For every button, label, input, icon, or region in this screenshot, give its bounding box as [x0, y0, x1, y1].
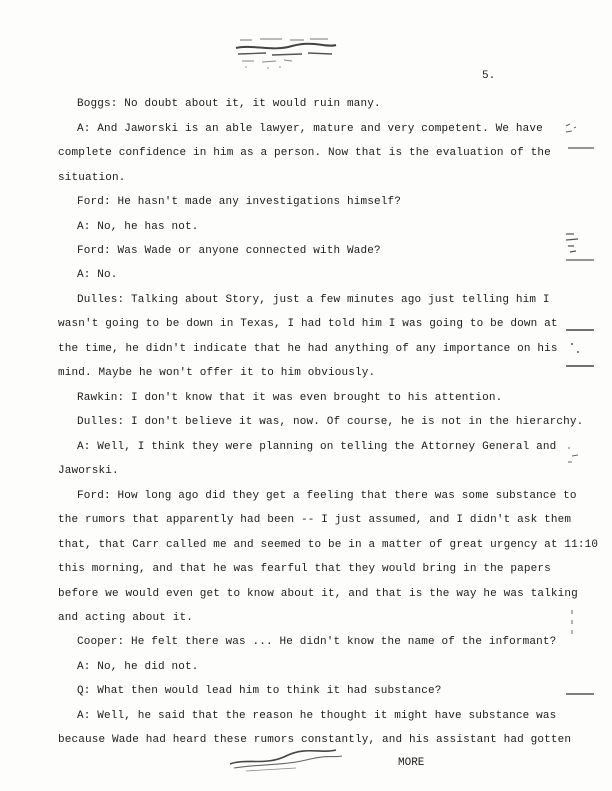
transcript-line: mind. Maybe he won't offer it to him obviously.: [58, 367, 376, 379]
transcript-line: Jaworski.: [58, 465, 119, 477]
transcript-line: Rawkin: I don't know that it was even brought to his attention.: [77, 392, 503, 404]
transcript-line: A: And Jaworski is an able lawyer, mature and very competent. We have: [77, 123, 543, 135]
transcript-line: Ford: He hasn't made any investigations himself?: [77, 196, 402, 208]
transcript-line: situation.: [58, 172, 126, 184]
transcript-line: A: No, he did not.: [77, 661, 199, 673]
transcript-line: Dulles: Talking about Story, just a few minutes ago just telling him I: [77, 294, 550, 306]
transcript-line: complete confidence in him as a person. Now that is the evaluation of the: [58, 147, 551, 159]
transcript-line: A: No.: [77, 269, 118, 281]
transcript-line: Boggs: No doubt about it, it would ruin many.: [77, 98, 381, 110]
continuation-marker: MORE: [398, 757, 425, 769]
declassification-stamp: [232, 34, 342, 74]
transcript-line: the rumors that apparently had been -- I just assumed, and I didn't ask them: [58, 514, 572, 526]
transcript-line: Q: What then would lead him to think it had substance?: [77, 685, 442, 697]
margin-mark: [560, 228, 596, 272]
margin-mark: [560, 606, 596, 646]
transcript-line: A: Well, he said that the reason he thought it might have substance was: [77, 710, 557, 722]
transcript-line: Ford: Was Wade or anyone connected with Wade?: [77, 245, 381, 257]
transcript-line: Dulles: I don't believe it was, now. Of course, he is not in the hierarchy.: [77, 416, 584, 428]
transcript-line: A: No, he has not.: [77, 221, 199, 233]
signature-scrawl: [226, 744, 346, 774]
transcript-line: that, that Carr called me and seemed to be in a matter of great urgency at 11:10: [58, 539, 599, 551]
transcript-line: A: Well, I think they were planning on telling the Attorney General and: [77, 441, 557, 453]
margin-mark: [560, 118, 596, 158]
transcript-line: this morning, and that he was fearful that they would bring in the papers: [58, 563, 551, 575]
transcript-line: and acting about it.: [58, 612, 194, 624]
transcript-line: the time, he didn't indicate that he had anything of any importance on his: [58, 343, 558, 355]
transcript-line: Ford: How long ago did they get a feeling that there was some substance to: [77, 490, 577, 502]
transcript-line: Cooper: He felt there was ... He didn't know the name of the informant?: [77, 636, 557, 648]
transcript-line: wasn't going to be down in Texas, I had told him I was going to be down at: [58, 318, 558, 330]
margin-mark: [560, 684, 596, 704]
margin-mark: [560, 442, 596, 472]
transcript-line: because Wade had heard these rumors constantly, and his assistant had gotten: [58, 734, 572, 746]
transcript-line: before we would even get to know about it, and that is the way he was talking: [58, 588, 578, 600]
page-number: 5.: [482, 70, 496, 82]
margin-mark: [560, 322, 596, 372]
